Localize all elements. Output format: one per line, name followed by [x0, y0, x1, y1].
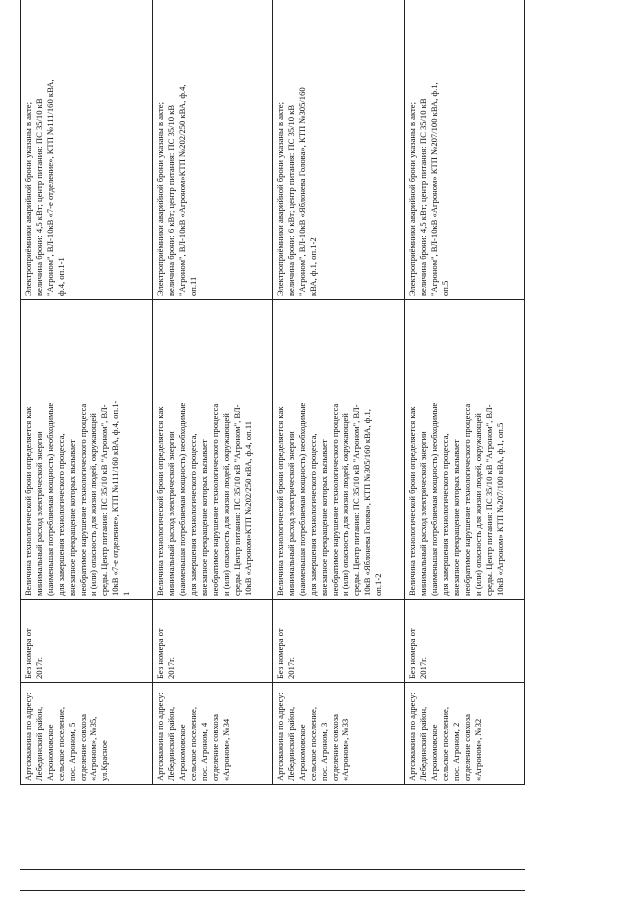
- emergency-reserve-cell: Электроприёмники аварийной брони указаны в акте; величина брони: 6 кВт; центр питания: ПС 35/10 кВ "Агроном", ВЛ-10кВ «Яблонева Голова», КТП №305/160 кВА, ф.1, оп.1-2: [272, 0, 404, 300]
- reservation-table: [20, 0, 525, 785]
- tech-reserve-cell: Величина технологической брони определяется как минимальный расход электрической энергии (наименьшая потребляемая мощность) необходимые для завершения технологического процесса, внезапное прекращение которых вызывает необратимое нарушение технологического процесса и (или) опасность для жизни людей, окружающей среды. Центр питания: ПС 35/10 кВ "Агроном", ВЛ- 10кВ «Агроном»КТП №202/250 кВА, ф.4, оп.11: [153, 300, 273, 600]
- table-row: [405, 0, 525, 785]
- blank-ruled-line: [20, 869, 525, 870]
- rotated-page: [20, 0, 525, 905]
- object-address-cell: Артскважина по адресу: Лебединский район, Агрономовское сельское поселение, пос. Агроном, 4 отделение совхоза «Агроном», №34: [153, 683, 273, 785]
- blank-ruled-line: [20, 890, 525, 891]
- emergency-reserve-cell: Электроприёмники аварийной брони указаны в акте; величина брони: 4,5 кВт; центр питания: ПС 35/10 кВ "Агроном", ВЛ-10кВ «Агроном» КТП №207/100 кВА, ф.1, оп.5: [405, 0, 525, 300]
- object-address-cell: Артскважина по адресу: Лебединский район, Агрономовское сельское поселение, пос. Агроном, 2 отделение совхоза «Агроном», №32: [405, 683, 525, 785]
- document-cell: Без номера от 2017г.: [21, 600, 153, 683]
- table-row: [21, 0, 153, 785]
- object-address-cell: Артскважина по адресу: Лебединский район, Агрономовское сельское поселение, пос. Агроном, 3 отделение совхоза «Агроном», №33: [272, 683, 404, 785]
- table-row: [272, 0, 404, 785]
- tech-reserve-cell: Величина технологической брони определяется как минимальный расход электрической энергии (наименьшая потребляемая мощность) необходимые для завершения технологического процесса, внезапное прекращение которых вызывает необратимое нарушение технологического процесса и (или) опасность для жизни людей, окружающей среды. Центр питания: ПС 35/10 кВ "Агроном", ВЛ- 10кВ «Агроном» КТП №207/100 кВА, ф.1, оп.5: [405, 300, 525, 600]
- document-cell: Без номера от 2017г.: [153, 600, 273, 683]
- object-address-cell: Артскважина по адресу: Лебединский район, Агрономовское сельское поселение, пос. Агроном, 5 отделение совхоза «Агроном», №35, ул.Красное: [21, 683, 153, 785]
- document-cell: Без номера от 2017г.: [272, 600, 404, 683]
- table-row: [153, 0, 273, 785]
- tech-reserve-cell: Величина технологической брони определяется как минимальный расход электрической энергии (наименьшая потребляемая мощность) необходимые для завершения технологического процесса, внезапное прекращение которых вызывает необратимое нарушение технологического процесса и (или) опасность для жизни людей, окружающей среды. Центр питания: ПС 35/10 кВ "Агроном", ВЛ- 10кВ «Яблонева Голова», КТП №305/160 кВА, ф.1, оп.1-2: [272, 300, 404, 600]
- tech-reserve-cell: Величина технологической брони определяется как минимальный расход электрической энергии (наименьшая потребляемая мощность) необходимые для завершения технологического процесса, внезапное прекращение которых вызывает необратимое нарушение технологического процесса и (или) опасность для жизни людей, окружающей среды. Центр питания: ПС 35/10 кВ "Агроном", ВЛ- 10кВ «7-е отделение», КТП №111/160 кВА, ф.4, оп.1- 1: [21, 300, 153, 600]
- emergency-reserve-cell: Электроприёмники аварийной брони указаны в акте; величина брони: 6 кВт; центр питания: ПС 35/10 кВ "Агроном", ВЛ-10кВ «Агроном»КТП №202/250 кВА, ф.4, оп.11: [153, 0, 273, 300]
- document-cell: Без номера от 2017г.: [405, 600, 525, 683]
- emergency-reserve-cell: Электроприёмники аварийной брони указаны в акте; величина брони: 4,5 кВт; центр питания: ПС 35/10 кВ "Агроном", ВЛ-10кВ «7-е отделение», КТП №111/160 кВА, ф.4, оп.1-1: [21, 0, 153, 300]
